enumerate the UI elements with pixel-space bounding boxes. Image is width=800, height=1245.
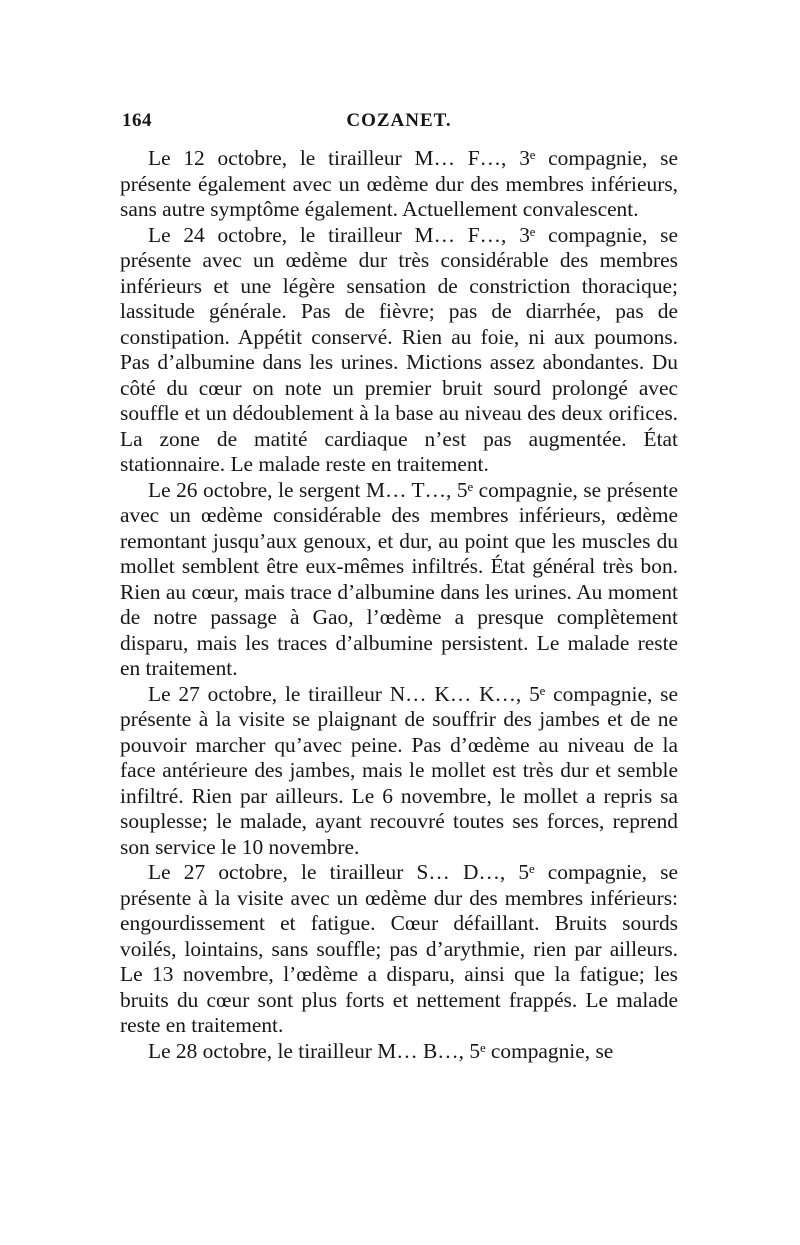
paragraph-5: Le 27 octobre, le tirailleur S… D…, 5ᵉ compagnie, se présente à la visite avec un œdème dur des membres inférieurs: engourdissement et fatigue. Cœur défaillant. Bruits sourds voilés, lointains, sans souffle; pas d’arythmie, rien par ailleurs. Le 13 novembre, l’œdème a disparu, ainsi que la fatigue; les bruits du cœur sont plus forts et nettement frappés. Le malade reste en traitement. (120, 860, 678, 1037)
paragraph-1: Le 12 octobre, le tirailleur M… F…, 3ᵉ compagnie, se présente également avec un œdème dur des membres inférieurs, sans autre symptôme également. Actuellement convalescent. (120, 146, 678, 221)
running-head: COZANET. (346, 110, 452, 131)
paragraph-6: Le 28 octobre, le tirailleur M… B…, 5ᵉ compagnie, se (148, 1038, 614, 1063)
paragraph-3: Le 26 octobre, le sergent M… T…, 5ᵉ compagnie, se présente avec un œdème considérable des membres inférieurs, œdème remontant jusqu’aux genoux, et dur, au point que les muscles du mollet semblent être eux-mêmes infiltrés. État général très bon. Rien au cœur, mais trace d’albumine dans les urines. Au moment de notre passage à Gao, l’œdème a presque complètement disparu, mais les traces d’albumine persistent. Le malade reste en traitement. (120, 477, 678, 680)
page-number: 164 (122, 110, 152, 131)
body-text (120, 146, 678, 1064)
paragraph-2: Le 24 octobre, le tirailleur M… F…, 3ᵉ compagnie, se présente avec un œdème dur très considérable des membres inférieurs et une légère sensation de constriction thoracique; lassitude générale. Pas de fièvre; pas de diarrhée, pas de constipation. Appétit conservé. Rien au foie, ni aux poumons. Pas d’albumine dans les urines. Mictions assez abondantes. Du côté du cœur on note un premier bruit sourd prolongé avec souffle et un dédoublement à la base au niveau des deux orifices. La zone de matité cardiaque n’est pas augmentée. État stationnaire. Le malade reste en traitement. (120, 222, 678, 476)
page-header (120, 110, 678, 136)
paragraph-4: Le 27 octobre, le tirailleur N… K… K…, 5ᵉ compagnie, se présente à la visite se plaignant de souffrir des jambes et de ne pouvoir marcher qu’avec peine. Pas d’œdème au niveau de la face antérieure des jambes, mais le mollet est très dur et semble infiltré. Rien par ailleurs. Le 6 novembre, le mollet a repris sa souplesse; le malade, ayant recouvré toutes ses forces, reprend son service le 10 novembre. (120, 681, 678, 859)
book-page (120, 110, 678, 1064)
